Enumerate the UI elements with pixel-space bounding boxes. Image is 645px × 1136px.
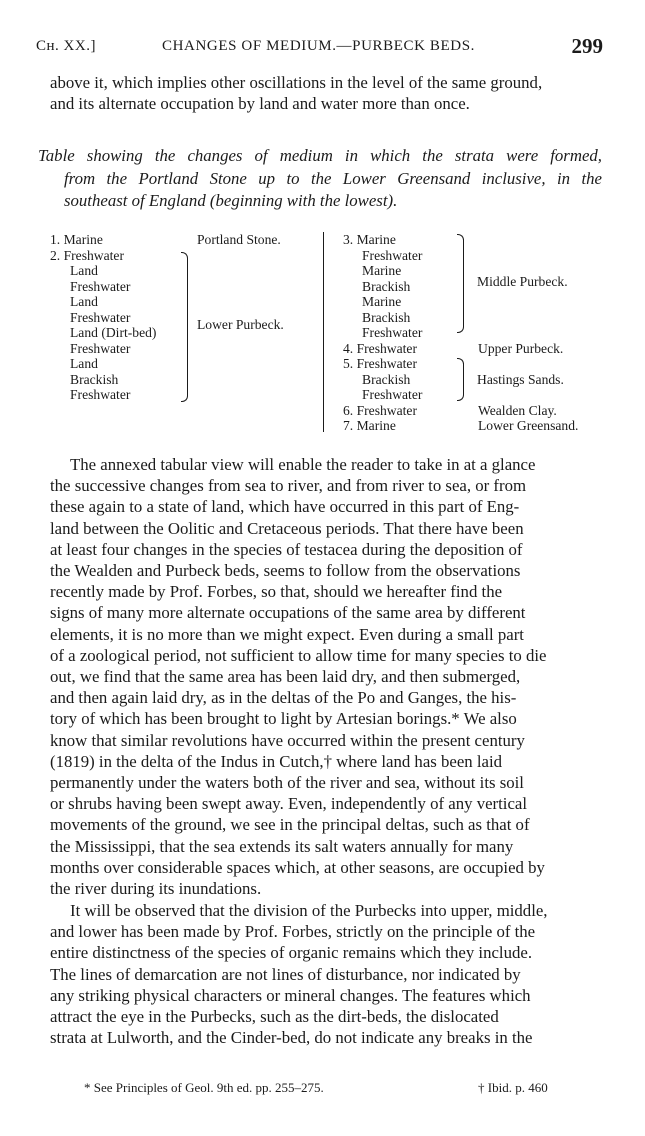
strata-entry: 6. Freshwater [343,403,417,418]
strata-entry: Brackish [362,310,411,325]
column-divider [323,232,324,432]
strata-entry: Freshwater [362,248,423,263]
formation-label: Lower Purbeck. [197,317,284,332]
strata-entry: 1. Marine [50,232,103,247]
brace [457,282,464,333]
caption-line: Table showing the changes of medium in which the strata were formed, [38,146,602,165]
brace [457,379,464,401]
formation-label: Portland Stone. [197,232,281,247]
strata-entry: Freshwater [70,387,131,402]
formation-label: Middle Purbeck. [477,274,568,289]
strata-entry: Land [70,356,98,371]
strata-entry: 7. Marine [343,418,396,433]
strata-entry: Land [70,294,98,309]
strata-entry: Marine [362,294,402,309]
formation-label: Wealden Clay. [478,403,557,418]
strata-entry: Land [70,263,98,278]
intro-paragraph: above it, which implies other oscillations in the level of the same ground, and its alternate occupation by land and water more than once. [50,73,543,114]
running-title: CHANGES OF MEDIUM.—PURBECK BEDS. [162,38,475,54]
body-paragraph: The annexed tabular view will enable the reader to take in at a glance the successive changes from sea to river, and from river to sea, or from these again to a state of land, which have occurred in this part of Eng- land between the Oolitic and Cretaceous periods. That there have been at least four changes in the species of testacea during the deposition of the Wealden and Purbeck beds, seems to follow from the observations recently made by Prof. Forbes, so that, should we hereafter find the signs of many more alternate occupations of the same area by different elements, it is no more than we might expect. Even during a small part of a zoological period, not sufficient to allow time for many species to die out, we find that the same area has been laid dry, and then submerged, and then again laid dry, as in the deltas of the Po and Ganges, the his- tory of which has been brought to light by Artesian borings.* We also know that similar revolutions have occurred within the present century (1819) in the delta of the Indus in Cutch,† where land has been laid permanently under the waters both of the river and sea, without its soil or shrubs having been swept away. Even, independently of any vertical movements of the ground, we see in the principal deltas, such as that of the Mississippi, that the sea extends its salt waters annually for many months over considerable spaces which, at other seasons, are occupied by the river during its inundations. [50,455,547,899]
strata-entry: Brackish [362,372,411,387]
brace [457,358,464,380]
formation-label: Lower Greensand. [478,418,579,433]
strata-entry: Land (Dirt-bed) [70,325,157,340]
caption-line: southeast of England (beginning with the lowest). [64,191,398,210]
footnote: † Ibid. p. 460 [478,1080,548,1095]
strata-entry: Brackish [70,372,119,387]
brace [457,234,464,283]
formation-label: Hastings Sands. [477,372,564,387]
strata-table [0,0,645,440]
body-paragraph: It will be observed that the division of the Purbecks into upper, middle, and lower has been made by Prof. Forbes, strictly on the principle of the entire distinctness of the species of organic remains which they include. The lines of demarcation are not lines of disturbance, nor indicated by any striking physical characters or mineral changes. The features which attract the eye in the Purbecks, such as the dirt-beds, the dislocated strata at Lulworth, and the Cinder-bed, do not indicate any breaks in the [50,901,548,1048]
page-number: 299 [571,34,603,58]
strata-entry: Marine [362,263,402,278]
brace [181,324,188,402]
formation-label: Upper Purbeck. [478,341,564,356]
strata-entry: Freshwater [70,341,131,356]
strata-entry: Brackish [362,279,411,294]
strata-entry: 2. Freshwater [50,248,124,263]
footnote: * See Principles of Geol. 9th ed. pp. 255–275. [84,1080,324,1095]
strata-entry: Freshwater [362,387,423,402]
footnotes [0,1080,645,1104]
strata-entry: Freshwater [70,279,131,294]
chapter-label: Cн. XX.] [36,38,96,54]
strata-entry: 5. Freshwater [343,356,417,371]
strata-entry: 4. Freshwater [343,341,417,356]
strata-entry: 3. Marine [343,232,396,247]
strata-entry: Freshwater [362,325,423,340]
brace [181,252,188,325]
caption-line: from the Portland Stone up to the Lower Greensand inclusive, in the [64,168,602,188]
strata-entry: Freshwater [70,310,131,325]
